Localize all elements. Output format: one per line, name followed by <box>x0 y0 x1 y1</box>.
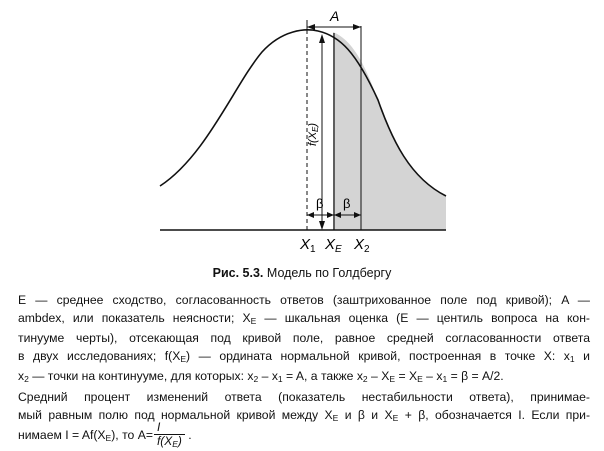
text-span: = A, а также x <box>282 369 363 384</box>
text-span: . <box>184 428 192 443</box>
text-line <box>18 368 590 389</box>
text-line <box>18 310 590 331</box>
text-line <box>18 348 590 369</box>
text-span: Средний процент изменений ответа (показатель нестабильности ответа), принимае- <box>18 389 590 404</box>
subscript: E <box>172 438 178 449</box>
subscript: E <box>417 374 423 385</box>
text-span: + β, обозначается I. Если при- <box>398 407 591 422</box>
a-arrow-right <box>353 24 361 30</box>
label-beta-right: β <box>343 196 351 211</box>
text-span: ) <box>177 433 182 448</box>
text-span: — точки на континууме, для которых: x <box>28 369 254 384</box>
fraction-numerator: I <box>154 421 185 435</box>
text-span: ), то A= <box>111 428 153 443</box>
text-span: – x <box>422 369 443 384</box>
label-a: A <box>330 8 340 24</box>
subscript: 2 <box>362 374 368 385</box>
text-line <box>18 330 590 348</box>
text-line <box>18 389 590 407</box>
text-span: — шкальная оценка (E — центиль вопроса на кон- <box>256 310 590 325</box>
subscript: E <box>392 412 399 423</box>
figure-caption <box>0 266 604 280</box>
beta-left-head-l <box>307 212 314 218</box>
text-span: = β = A/2. <box>447 369 504 384</box>
subscript: E <box>180 353 187 364</box>
fraction-denominator <box>154 435 185 451</box>
f-arrow-bottom <box>319 221 325 230</box>
subscript: E <box>105 433 112 444</box>
text-span: E — среднее сходство, согласованность ответов (заштрихованное поле под кривой); A — <box>18 293 590 307</box>
subscript: 2 <box>24 374 29 385</box>
text-span: ) — ордината нормальной кривой, построенная в точке X: x <box>186 348 570 363</box>
subscript: 1 <box>442 374 448 385</box>
text-span: в двух исследованиях; f(X <box>18 348 181 363</box>
text-line <box>18 407 590 428</box>
beta-left-head-r <box>327 212 334 218</box>
f-arrow-top <box>319 34 325 43</box>
fraction <box>154 421 185 451</box>
text-span: тинууме черты), отсекающая под кривой поле, равное средней согласованности ответа <box>18 331 590 346</box>
text-line <box>18 292 590 310</box>
caption-text: Модель по Голдбергу <box>263 266 392 280</box>
text-span: – x <box>258 369 278 384</box>
text-span: = X <box>395 369 418 384</box>
subscript: E <box>389 374 396 385</box>
subscript: E <box>332 412 339 423</box>
text-line <box>18 419 590 449</box>
text-span: мый равным полю под нормальной кривой между X <box>18 407 333 422</box>
text-span: и <box>574 348 590 363</box>
label-beta-left: β <box>316 196 324 211</box>
text-span: и β и X <box>338 407 393 422</box>
text-span: x <box>18 369 25 384</box>
subscript: E <box>250 315 257 326</box>
text-span: ambdex, или показатель неясности; X <box>18 310 251 325</box>
text-span: f(X <box>156 433 173 448</box>
label-x1: $X_1$ <box>300 236 316 255</box>
text-span: – X <box>367 369 390 384</box>
caption-prefix: Рис. 5.3. <box>212 266 264 280</box>
subscript: 1 <box>277 374 283 385</box>
label-x2: $X_2$ <box>354 236 370 255</box>
subscript: 2 <box>253 374 259 385</box>
subscript: 1 <box>569 353 575 364</box>
figure-description <box>18 292 590 448</box>
label-f-xe: f(XE) <box>307 122 320 146</box>
text-span: нимаем I = Af(X <box>18 428 106 443</box>
label-xe: $X_E$ <box>325 236 342 255</box>
